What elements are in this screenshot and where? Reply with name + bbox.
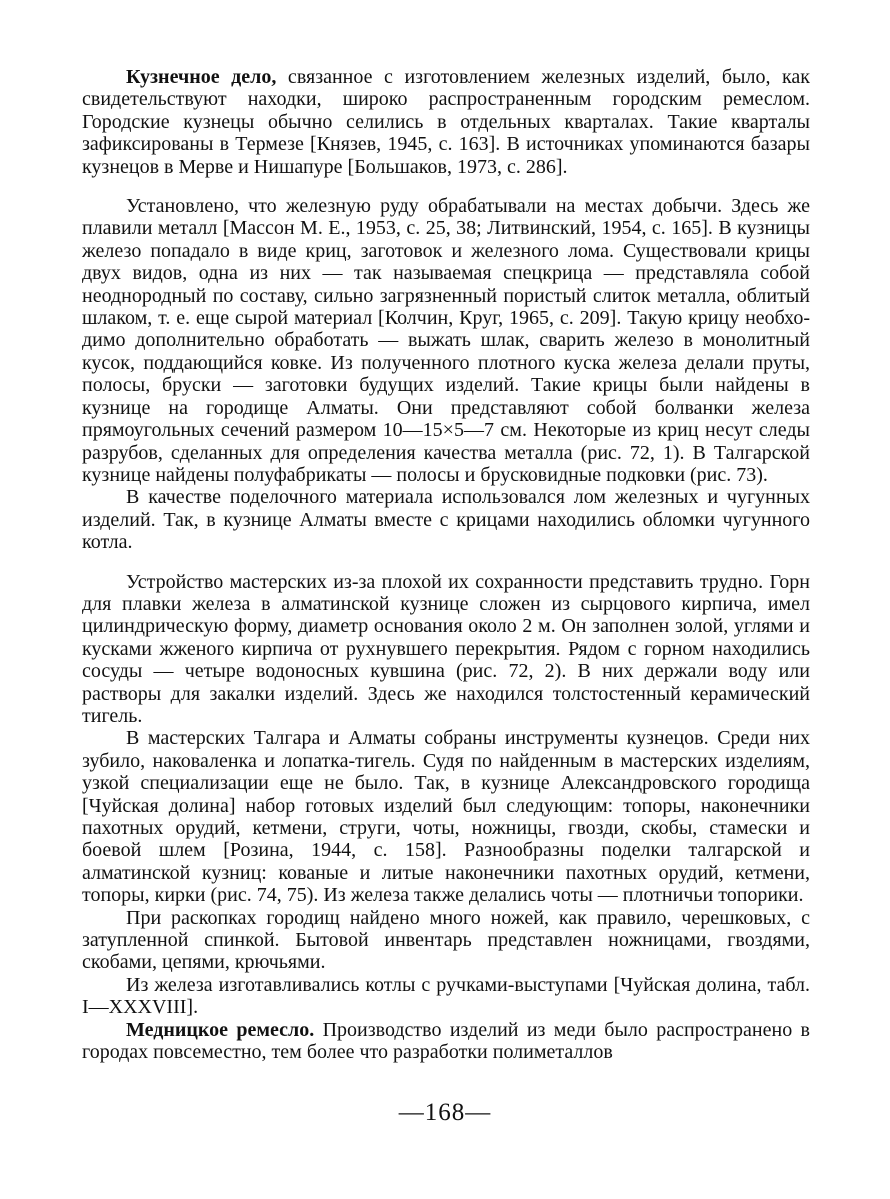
run-in-heading-blacksmithing: Кузнечное дело, bbox=[126, 66, 277, 88]
paragraph-text: Производство изделий из меди было распространено в городах повсеместно, тем более что разработки полиметаллов bbox=[82, 1018, 810, 1064]
page-number: —168— bbox=[398, 1099, 492, 1126]
paragraph-coppersmithing bbox=[82, 1019, 810, 1064]
paragraph-text: связанное с изготовлением железных изделий, было, как свидетельствуют находки, широко распространенным городским ремеслом. Городские кузнецы обычно селились в отдельных кварталах. Такие кварталы зафиксированы в Термезе [Князев, 1945, с. 163]. В источниках упоминаются базары кузнецов в Мерве и Нишапуре [Большаков, 1973, с. 286]. bbox=[82, 66, 810, 178]
paragraph-text: При раскопках городищ найдено много ножей, как правило, черешковых, с затупленной спинкой. Бытовой инвентарь представлен ножницами, гвоздями, скобами, цепями, крючьями. bbox=[82, 906, 810, 974]
paragraph-knives bbox=[82, 907, 810, 974]
run-in-heading-coppersmithing: Медницкое ремесло. bbox=[126, 1018, 315, 1041]
paragraph-text: В мастерских Талгара и Алматы собраны инструменты кузнецов. Среди них зубило, наковаленка и лопатка-тигель. Судя по найденным в мастерских изделиям, узкой специализации еще не было. Так, в кузнице Александровского городища [Чуйская долина] набор готовых изделий был следующим: топоры, наконечники пахотных орудий, кетмени, струги, чоты, ножницы, гвозди, скобы, стамески и боевой шлем [Розина, 1944, с. 158]. Разнообразны поделки талгарской и алматинской кузниц: кованые и литые наконечники пахотных орудий, кетмени, топоры, кирки (рис. 74, 75). Из железа также делались чоты — плотничьи топорики. bbox=[82, 727, 810, 907]
paragraph-text: В качестве поделочного материала использовался лом железных и чугунных изделий. Так, в кузнице Алматы вместе с крицами находились обломки чугунного котла. bbox=[82, 486, 810, 554]
paragraph-blacksmithing-intro bbox=[82, 66, 810, 178]
paragraph-scrap-material bbox=[82, 486, 810, 553]
paragraph-ore-processing bbox=[82, 195, 810, 486]
paragraph-cauldrons bbox=[82, 974, 810, 1019]
paragraph-text: Из железа изготавливались котлы с ручками-выступами [Чуйская долина, табл. I—XXXVIII]. bbox=[82, 973, 810, 1019]
paragraph-text: Устройство мастерских из-за плохой их сохранности представить трудно. Горн для плавки железа в алматинской кузнице сложен из сырцового кирпича, имел цилиндрическую форму, диаметр основания около 2 м. Он заполнен золой, углями и кусками жженого кирпича от рухнувшего перекрытия. Рядом с горном находились сосуды — четыре водоносных кувшина (рис. 72, 2). В них держали воду или растворы для закалки изделий. Здесь же находился толстостенный керамический тигель. bbox=[82, 570, 810, 727]
paragraph-text: Установлено, что железную руду обрабатывали на местах добычи. Здесь же плавили металл [Массон М. Е., 1953, с. 25, 38; Литвинский, 1954, с. 165]. В кузницы железо попадало в виде криц, заготовок и железного лома. Существовали крицы двух видов, одна из них — так называемая спецкрица — представляла собой неоднородный по составу, сильно загрязненный пористый слиток металла, облитый шлаком, т. е. еще сырой материал [Колчин, Круг, 1965, с. 209]. Такую крицу необходимо дополнительно обработать — выжать шлак, сварить железо в монолитный кусок, поддающийся ковке. Из полученного плотного куска железа делали пруты, полосы, бруски — заготовки будущих изделий. Такие крицы были найдены в кузнице на городище Алматы. Они представляют собой болванки железа прямоугольных сечений размером 10—15×5—7 см. Некоторые из криц несут следы разрубов, сделанных для определения качества металла (рис. 72, 1). В Талгарской кузнице найдены полуфабрикаты — полосы и брусковидные подковки (рис. 73). bbox=[82, 195, 810, 486]
text-column bbox=[82, 66, 810, 1063]
paragraph-tools bbox=[82, 727, 810, 906]
paragraph-workshop-layout bbox=[82, 571, 810, 728]
